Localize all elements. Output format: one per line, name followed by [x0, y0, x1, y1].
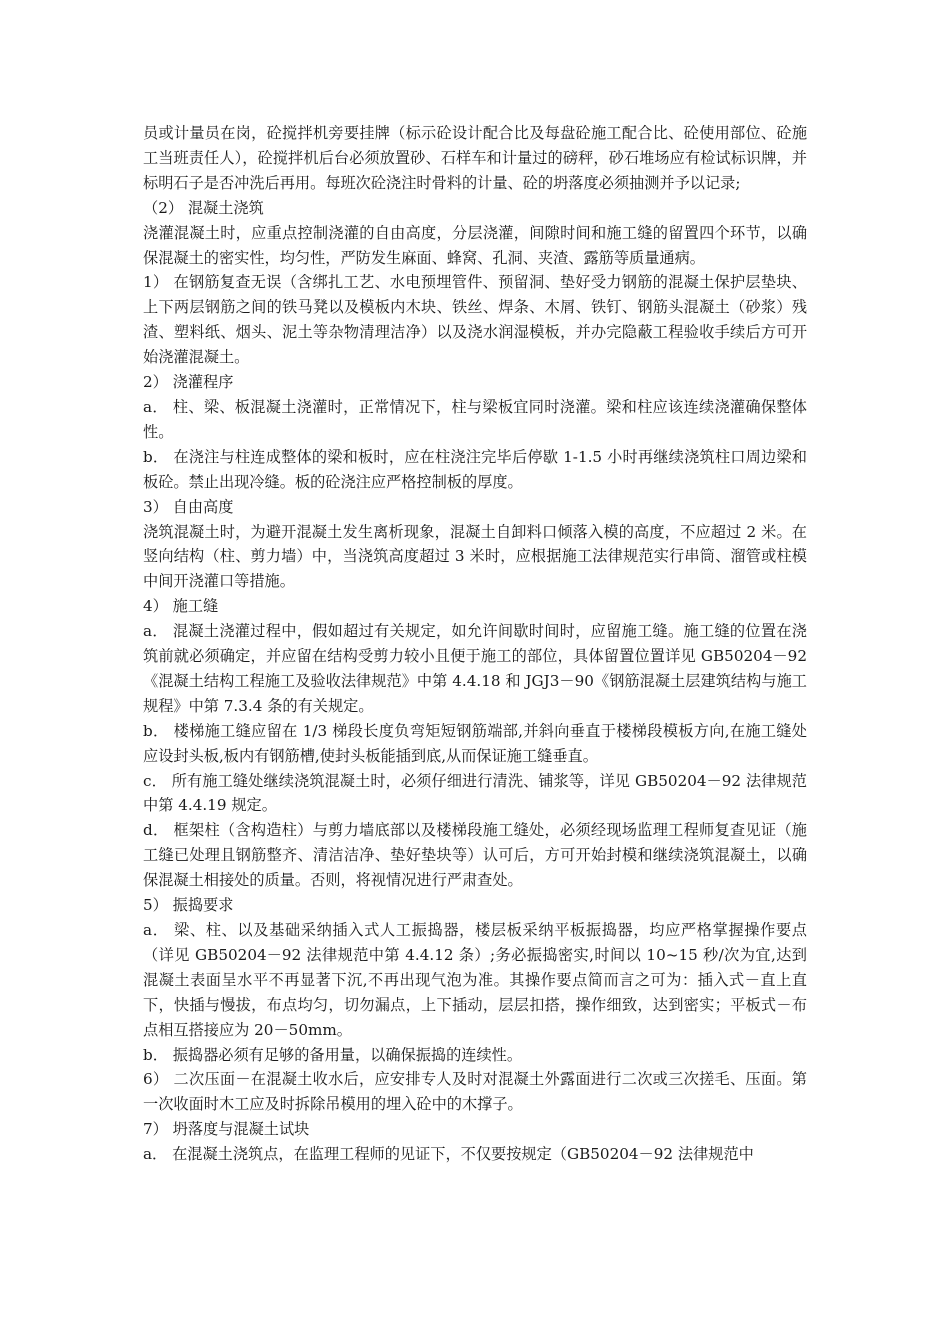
paragraph: b． 振捣器必须有足够的备用量，以确保振捣的连续性。 [143, 1045, 523, 1064]
section-heading: 7） 坍落度与混凝土试块 [143, 1120, 310, 1139]
paragraph: a． 混凝土浇灌过程中，假如超过有关规定，如允许间歇时间时，应留施工缝。施工缝的位置在浇筑前就必须确定，并应留在结构受剪力较小且便于施工的部位，具体留置位置详见 GB50204－92《混凝土结构工程施工及验收法律规范》中第 4.4.18 和 JGJ3－90《钢筋混凝土层建筑结构与施工规程》中第 7.3.4 条的有关规定。 [143, 622, 807, 715]
paragraph: 1） 在钢筋复查无误（含绑扎工艺、水电预埋管件、预留洞、垫好受力钢筋的混凝土保护层垫块、上下两层钢筋之间的铁马凳以及模板内木块、铁丝、焊条、木屑、铁钉、钢筋头混凝土（砂浆）残渣、塑料纸、烟头、泥土等杂物清理洁净）以及浇水润湿模板，并办完隐蔽工程验收手续后方可开始浇灌混凝土。 [143, 273, 807, 367]
paragraph: 浇筑混凝土时，为避开混凝土发生离析现象，混凝土自卸料口倾落入模的高度，不应超过 2 米。在竖向结构（柱、剪力墙）中，当浇筑高度超过 3 米时，应根据施工法律规范实行串筒、溜管或柱模中间开浇灌口等措施。 [143, 522, 807, 591]
paragraph: a． 在混凝土浇筑点，在监理工程师的见证下，不仅要按规定（GB50204－92 法律规范中 [143, 1145, 754, 1164]
paragraph: b． 楼梯施工缝应留在 1/3 梯段长度负弯矩短钢筋端部,并斜向垂直于楼梯段模板方向,在施工缝处应设封头板,板内有钢筋槽,使封头板能插到底,从而保证施工缝垂直。 [143, 721, 807, 765]
section-heading: 2） 浇灌程序 [143, 373, 234, 392]
paragraph: b． 在浇注与柱连成整体的梁和板时，应在柱浇注完毕后停歇 1-1.5 小时再继续浇筑柱口周边梁和板砼。禁止出现冷缝。板的砼浇注应严格控制板的厚度。 [143, 447, 807, 491]
paragraph: 6） 二次压面－在混凝土收水后，应安排专人及时对混凝土外露面进行二次或三次搓毛、压面。第一次收面时木工应及时拆除吊模用的埋入砼中的木撑子。 [143, 1070, 807, 1114]
paragraph: c． 所有施工缝处继续浇筑混凝土时，必须仔细进行清洗、铺浆等，详见 GB50204－92 法律规范中第 4.4.19 规定。 [143, 771, 807, 815]
paragraph: a． 柱、梁、板混凝土浇灌时，正常情况下，柱与梁板宜同时浇灌。梁和柱应该连续浇灌确保整体性。 [143, 397, 807, 441]
section-heading: 5） 振捣要求 [143, 896, 234, 915]
paragraph: 浇灌混凝土时，应重点控制浇灌的自由高度，分层浇灌，间隙时间和施工缝的留置四个环节，以确保混凝土的密实性，均匀性，严防发生麻面、蜂窝、孔洞、夹渣、露筋等质量通病。 [143, 223, 807, 267]
paragraph: d． 框架柱（含构造柱）与剪力墙底部以及楼梯段施工缝处，必须经现场监理工程师复查见证（施工缝已处理且钢筋整齐、清洁洁净、垫好垫块等）认可后，方可开始封模和继续浇筑混凝土，以确保混凝土相接处的质量。否则，将视情况进行严肃查处。 [143, 821, 807, 890]
section-heading: 4） 施工缝 [143, 597, 219, 616]
section-heading: 3） 自由高度 [143, 497, 234, 516]
paragraph: 员或计量员在岗，砼搅拌机旁要挂牌（标示砼设计配合比及每盘砼施工配合比、砼使用部位、砼施工当班责任人），砼搅拌机后台必须放置砂、石样车和计量过的磅秤，砂石堆场应有检试标识牌，并标明石子是否冲洗后再用。每班次砼浇注时骨料的计量、砼的坍落度必须抽测并予以记录; [143, 124, 807, 192]
paragraph: a． 梁、柱、以及基础采纳插入式人工振捣器，楼层板采纳平板振捣器，均应严格掌握操作要点（详见 GB50204－92 法律规范中第 4.4.12 条）;务必振捣密实,时间以 10~15 秒/次为宜,达到混凝土表面呈水平不再显著下沉,不再出现气泡为准。其操作要点简而言之可为：插入式－直上直下，快插与慢拔，布点均匀，切勿漏点，上下插动，层层扣搭，操作细致，达到密实；平板式－布点相互搭接应为 20－50mm。 [143, 921, 807, 1039]
document-body [143, 121, 807, 1167]
section-heading: （2） 混凝土浇筑 [143, 198, 264, 217]
